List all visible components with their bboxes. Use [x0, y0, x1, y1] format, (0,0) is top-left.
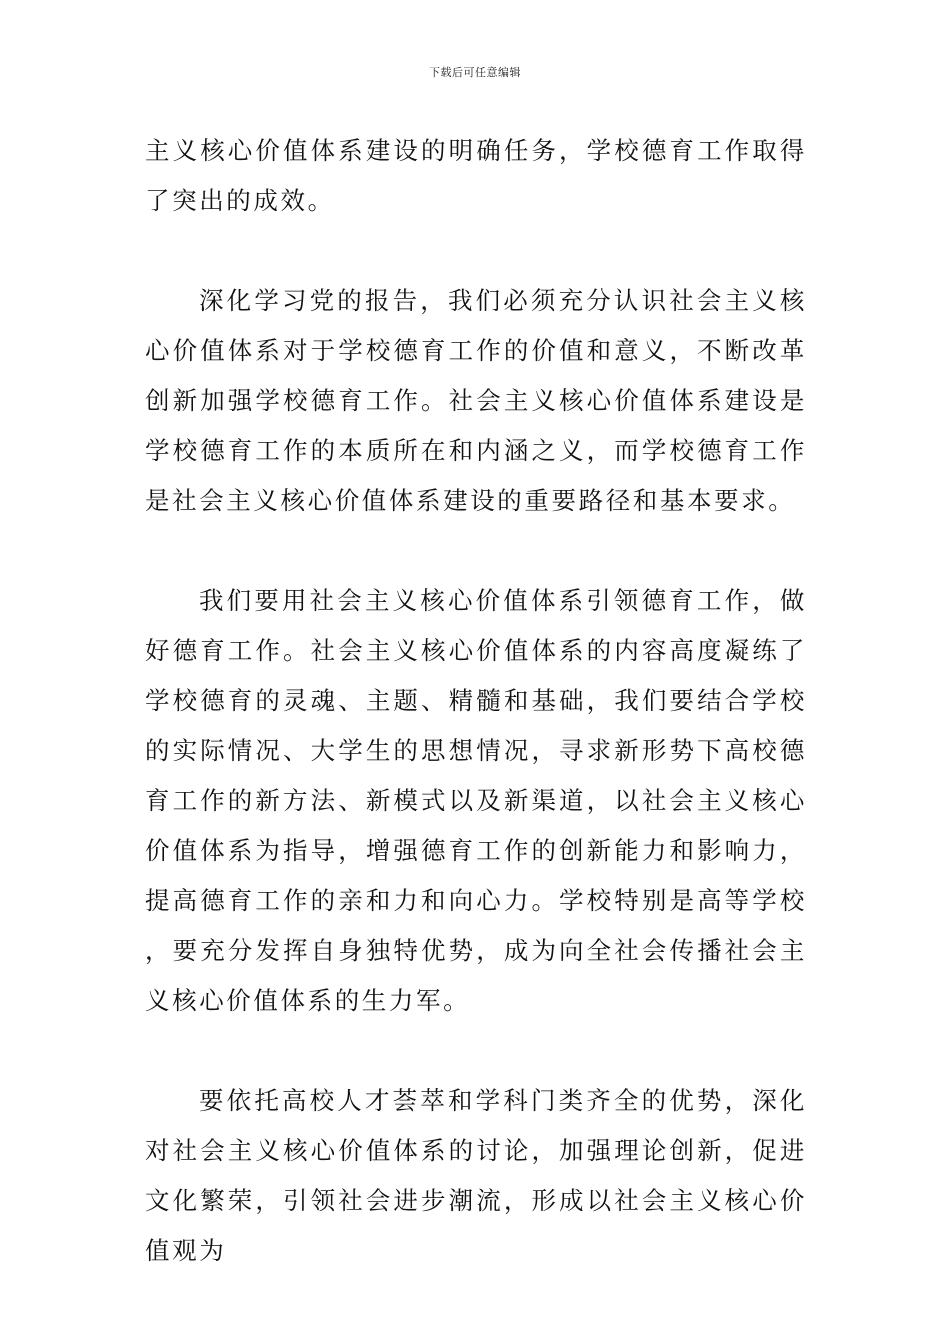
- paragraph-1: 主义核心价值体系建设的明确任务，学校德育工作取得了突出的成效。: [145, 136, 807, 215]
- paragraph-4: 要依托高校人才荟萃和学科门类齐全的优势，深化对社会主义核心价值体系的讨论，加强理论创新，促进文化繁荣，引领社会进步潮流，形成以社会主义核心价值观为: [145, 1086, 807, 1265]
- document-body: [145, 126, 807, 1276]
- paragraph-2: 深化学习党的报告，我们必须充分认识社会主义核心价值体系对于学校德育工作的价值和意义，不断改革创新加强学校德育工作。社会主义核心价值体系建设是学校德育工作的本质所在和内涵之义，而学校德育工作是社会主义核心价值体系建设的重要路径和基本要求。: [145, 286, 807, 515]
- page-header: 下载后可任意编辑: [429, 66, 521, 79]
- paragraph-3: 我们要用社会主义核心价值体系引领德育工作，做好德育工作。社会主义核心价值体系的内容高度凝练了学校德育的灵魂、主题、精髓和基础，我们要结合学校的实际情况、大学生的思想情况，寻求新形势下高校德育工作的新方法、新模式以及新渠道，以社会主义核心价值体系为指导，增强德育工作的创新能力和影响力，提高德育工作的亲和力和向心力。学校特别是高等学校，要充分发挥自身独特优势，成为向全社会传播社会主义核心价值体系的生力军。: [145, 586, 807, 1015]
